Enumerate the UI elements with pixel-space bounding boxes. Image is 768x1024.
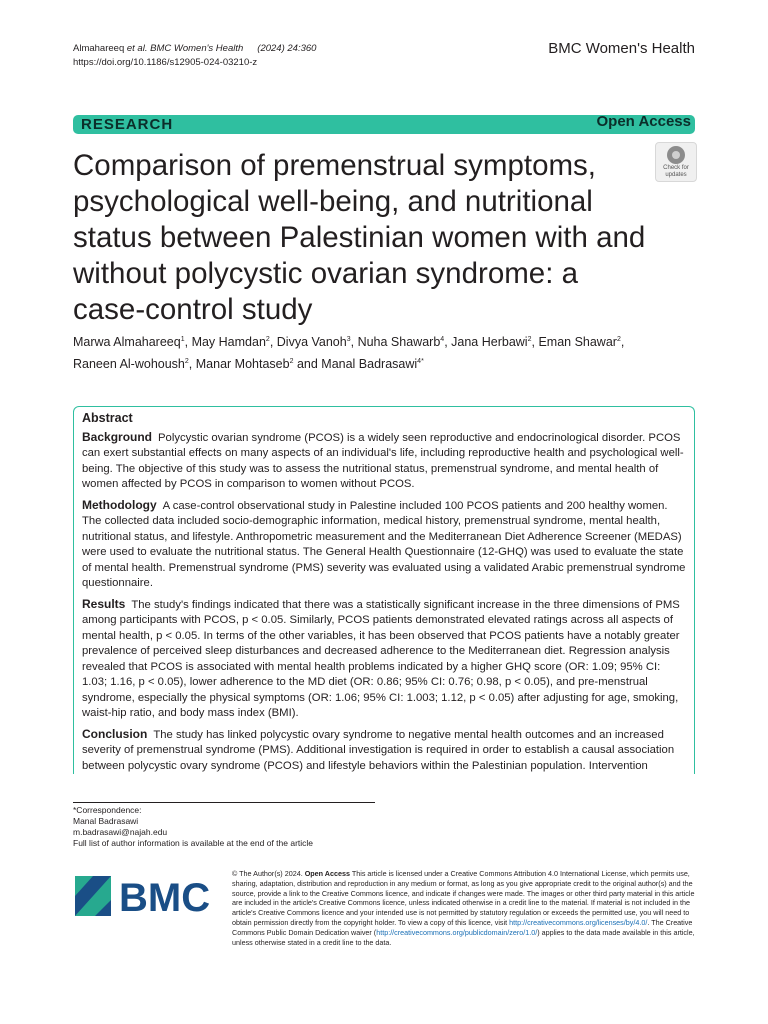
section-text: The study's findings indicated that there was a statistically significant increase in the three dimensions of PMS among participants with PCOS, p < 0.05. Similarly, PCOS patients demonstrated elevated ratings across all aspects of mental health, p < 0.05. In terms of the other variables, it has been observed that PCOS patients have a notably greater prevalence of perceived sleep disturbances and decreased adherence to the Mediterranean diet. Regression analysis revealed that PCOS is associated with mental health problems indicated by a higher GHQ score (OR: 1.09; 95% CI: 1.03; 1.16, p < 0.05), lower adherence to the MD diet (OR: 0.86; 95% CI: 0.76; 0.98, p < 0.05), and pre-menstrual syndrome, especially the physical symptoms (OR: 1.06; 95% CI: 1.003; 1.12, p < 0.05) after adjusting for age, smoking, waist-hip ratio, and body mass index (BMI). — [82, 598, 680, 719]
footnote-divider — [73, 802, 375, 803]
running-header — [73, 42, 316, 70]
section-text: The study has linked polycystic ovary syndrome to negative mental health outcomes and an increased severity of premenstrual syndrome (PMS). Additional investigation is required in order to establish a causal association between polycystic ovary syndrome (PCOS) and lifestyle behaviors within the Palestinian population. Intervention — [82, 728, 675, 772]
author[interactable]: Jana Herbawi$^2$ — [451, 335, 532, 350]
affiliation-sup[interactable]: 4 — [440, 336, 445, 343]
abstract-results — [82, 597, 686, 722]
author[interactable]: May Hamdan$^2$ — [191, 335, 270, 350]
section-label: Background — [82, 429, 153, 444]
citation-etal: et al. — [126, 43, 148, 54]
check-updates-icon — [667, 146, 685, 164]
citation-authors: Almahareeq — [73, 43, 127, 54]
author-info-note: Full list of author information is available at the end of the article — [73, 838, 314, 848]
license-text: © The Author(s) 2024. Open Access This article is licensed under a Creative Commons Attribution 4.0 International License, which permits use, sharing, adaptation, distribution and reproduction in any medium or format, as long as you give appropriate credit to the original author(s) and the source, provide a link to the Creative Commons licence, and indicate if changes were made. The images or other third party material in this article are included in the article's Creative Commons licence, unless indicated otherwise in a credit line to the material. If material is not included in the article's Creative Commons licence and your intended use is not permitted by statutory regulation or exceeds the permitted use, you will need to obtain permission directly from the copyright holder. To view a copy of this licence, visit http://creativecommons.org/licenses/by/4.0/. The Creative Commons Public Domain Dedication waiver (http://creativecommons.org/publicdomain/zero/1.0/) applies to the data made available in this article, unless otherwise stated in a credit line to the data. — [232, 869, 695, 947]
section-label: Methodology — [82, 497, 157, 512]
abstract-heading: Abstract — [82, 411, 133, 425]
author[interactable]: Eman Shawar$^2$ — [538, 335, 621, 350]
affiliation-sup[interactable]: 3 — [346, 336, 351, 343]
author[interactable]: Raneen Al-wohoush$^2$ — [73, 357, 189, 372]
article-type-banner — [73, 115, 695, 134]
abstract-background — [82, 430, 686, 493]
affiliation-sup[interactable]: 1 — [180, 336, 185, 343]
license-link-by[interactable]: http://creativecommons.org/licenses/by/4.0/ — [509, 917, 648, 927]
author[interactable]: Divya Vanoh$^3$ — [276, 335, 351, 350]
journal-name: BMC Women's Health — [548, 40, 695, 57]
check-updates-text-2: updates — [665, 171, 687, 178]
correspondence-block — [73, 805, 313, 849]
affiliation-sup[interactable]: 2 — [265, 336, 270, 343]
license-open-access: Open Access — [304, 869, 350, 878]
correspondence-name: Manal Badrasawi — [73, 816, 139, 826]
citation-line — [73, 42, 316, 56]
author[interactable]: Manar Mohtaseb$^2$ — [195, 357, 294, 372]
abstract-box — [73, 406, 695, 774]
author-list: Marwa Almahareeq$^1$, May Hamdan$^2$, Divya Vanoh$^3$, Nuha Shawarb$^4$, Jana Herbawi$^2$, Eman Shawar$^2$, Raneen Al-wohoush$^2$, Manar Mohtaseb$^2$ and Manal Badrasawi$^{4*}$ — [73, 335, 625, 372]
section-label: Results — [82, 596, 126, 611]
affiliation-sup[interactable]: 4* — [417, 358, 424, 366]
check-updates-text-1: Check for — [663, 165, 689, 171]
bmc-logo-text: BMC — [119, 876, 211, 920]
section-label: Conclusion — [82, 726, 148, 741]
section-text: A case-control observational study in Palestine included 100 PCOS patients and 200 healthy women. The collected data included socio-demographic information, medical history, premenstrual syndrome, mental health, nutritional status, and lifestyle. Anthropometric measurement and the Mediterranean Diet Adherence Screener (MEDAS) were used to evaluate the nutritional status. The General Health Questionnaire (12-GHQ) was used to evaluate the state of mental health. Premenstrual syndrome (PMS) severity was evaluated using a validated Arabic premenstrual syndrome questionnaire. — [82, 499, 686, 589]
author[interactable]: Manal Badrasawi$^{4*}$ — [321, 357, 424, 372]
affiliation-sup[interactable]: 2 — [527, 336, 532, 343]
bmc-logo-icon — [73, 872, 223, 920]
research-label: RESEARCH — [81, 116, 174, 133]
bmc-logo[interactable] — [73, 872, 223, 920]
doi-link[interactable]: https://doi.org/10.1186/s12905-024-03210-z — [73, 57, 258, 68]
correspondence-email[interactable]: m.badrasawi@najah.edu — [73, 827, 168, 837]
check-for-updates-button[interactable] — [655, 142, 697, 182]
citation-journal: BMC Women's Health — [147, 43, 244, 54]
affiliation-sup[interactable]: 2 — [616, 336, 621, 343]
article-title: Comparison of premenstrual symptoms, psychological well-being, and nutritional status between Palestinian women with and without polycystic ovarian syndrome: a case-control study — [73, 149, 646, 326]
author[interactable]: Nuha Shawarb$^4$ — [357, 335, 445, 350]
abstract-methodology — [82, 498, 686, 592]
affiliation-sup[interactable]: 2 — [184, 358, 189, 366]
affiliation-sup[interactable]: 2 — [289, 358, 294, 366]
open-access-label: Open Access — [596, 113, 691, 130]
correspondence-label: *Correspondence: — [73, 805, 142, 815]
license-link-zero[interactable]: http://creativecommons.org/publicdomain/zero/1.0/ — [376, 927, 538, 937]
author[interactable]: Marwa Almahareeq$^1$ — [73, 335, 185, 350]
abstract-conclusion — [82, 727, 686, 775]
section-text: Polycystic ovarian syndrome (PCOS) is a widely seen reproductive and endocrinological disorder. PCOS can exert substantial effects on many aspects of an individual's life, including reproductive health and psychological well-being. The objective of this study was to assess the nutritional status, premenstrual syndrome, and mental health of women affected by PCOS in comparison to women without PCOS. — [82, 431, 684, 490]
citation-year-volume: (2024) 24:360 — [257, 43, 317, 54]
